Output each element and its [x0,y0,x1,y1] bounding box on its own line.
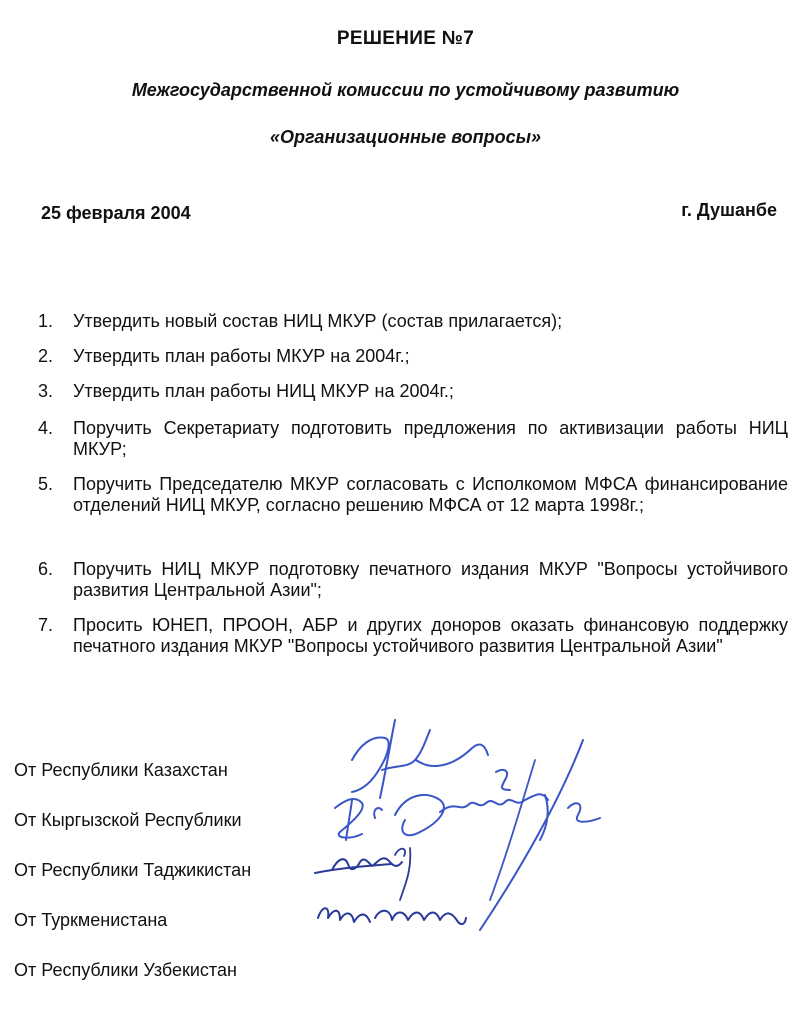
item-number: 6. [38,559,54,579]
item-number: 5. [38,474,54,494]
decision-item-1 [38,311,788,346]
item-number: 7. [38,615,54,635]
signatory-kazakhstan: От Республики Казахстан [14,760,228,780]
item-number: 4. [38,418,54,438]
document-topic: «Организационные вопросы» [270,127,541,147]
item-text: Поручить НИЦ МКУР подготовку печатного издания МКУР "Вопросы устойчивого развития Центральной Азии"; [73,559,788,600]
item-text: Утвердить новый состав НИЦ МКУР (состав прилагается); [73,311,563,331]
decision-item-6 [38,559,788,615]
signatories-list [14,760,251,1010]
signature-tajikistan [315,848,410,900]
signatory-kyrgyzstan: От Кыргызской Республики [14,810,242,830]
signature-kazakhstan [352,720,510,798]
document-subtitle: Межгосударственной комиссии по устойчивому развитию [131,80,680,100]
decision-item-7 [38,615,788,685]
decision-item-4 [38,418,788,474]
decision-item-3 [38,381,788,418]
item-number: 2. [38,346,54,366]
item-number: 3. [38,381,54,401]
signature-turkmenistan [318,908,466,924]
document-date: 25 февраля 2004 [41,203,191,223]
signatory-tajikistan: От Республики Таджикистан [14,860,252,880]
item-number: 1. [38,311,54,331]
item-text: Поручить Председателю МКУР согласовать с Исполкомом МФСА финансирование отделений НИЦ МКУР, согласно решению МФСА от 12 марта 1998г.; [73,474,788,515]
signature-kyrgyzstan [335,740,600,930]
decision-item-5 [38,474,788,559]
document-title: РЕШЕНИЕ №7 [336,28,475,49]
item-text: Утвердить план работы НИЦ МКУР на 2004г.; [73,381,454,401]
decision-item-2 [38,346,788,381]
signatory-uzbekistan: От Республики Узбекистан [14,960,237,980]
item-text: Утвердить план работы МКУР на 2004г.; [73,346,410,366]
document-city: г. Душанбе [681,200,777,220]
signatory-turkmenistan: От Туркменистана [14,910,168,930]
item-text: Просить ЮНЕП, ПРООН, АБР и других доноров оказать финансовую поддержку печатного издания МКУР "Вопросы устойчивого развития Центральной Азии" [73,615,788,656]
decision-list [38,311,788,685]
item-text: Поручить Секретариату подготовить предложения по активизации работы НИЦ МКУР; [73,418,788,459]
